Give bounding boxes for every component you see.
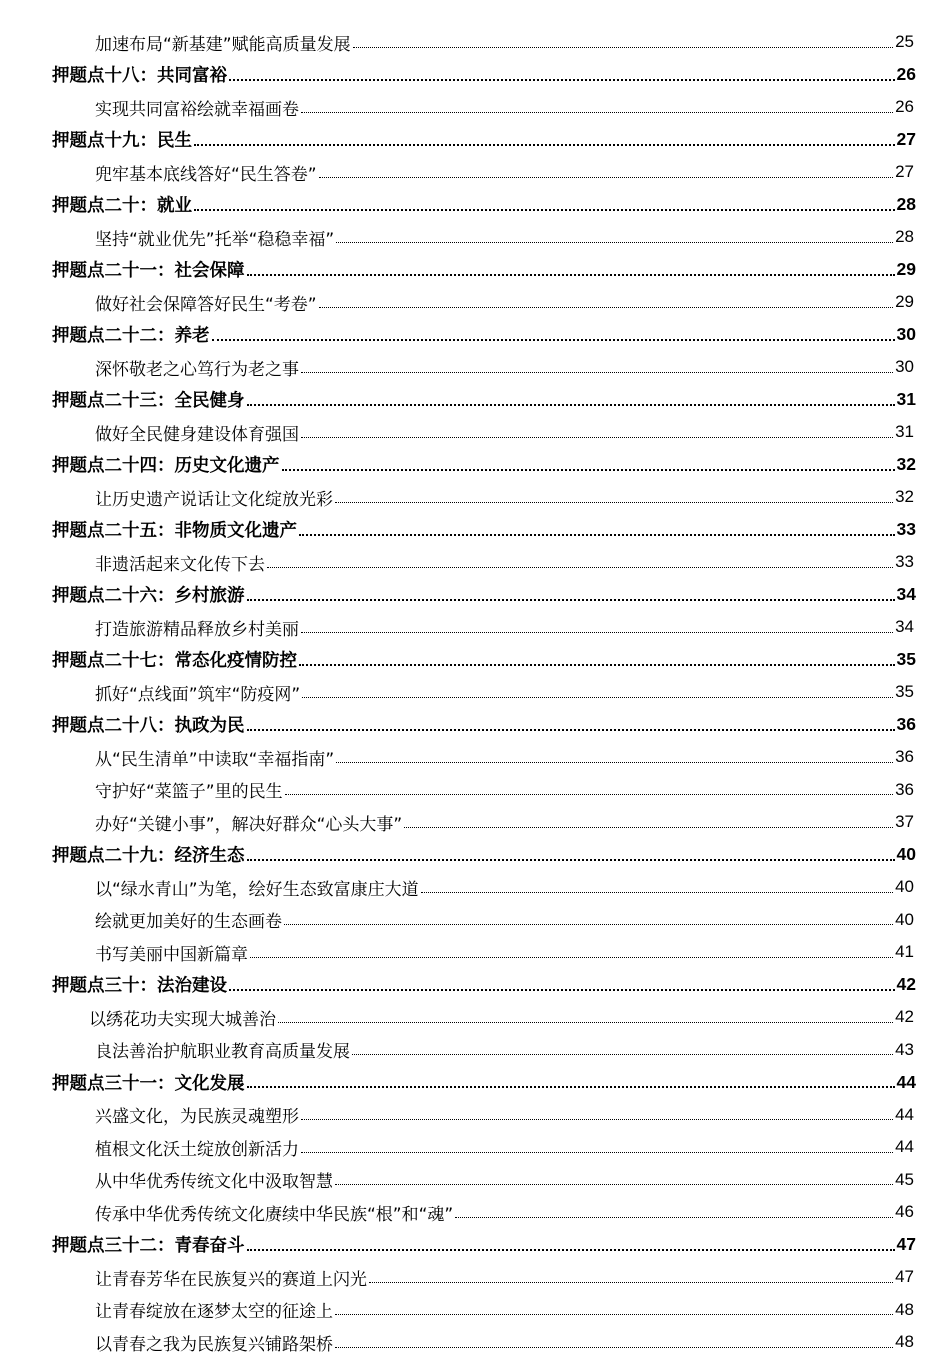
toc-page-number: 31 xyxy=(895,422,914,441)
toc-section-entry[interactable] xyxy=(0,450,945,480)
toc-dot-leader xyxy=(194,209,895,211)
toc-page-number: 31 xyxy=(896,389,916,409)
toc-dot-leader xyxy=(250,957,893,958)
toc-subsection-entry[interactable] xyxy=(0,905,945,935)
toc-subsection-entry[interactable] xyxy=(0,937,945,967)
toc-section-entry[interactable] xyxy=(0,645,945,675)
toc-section-entry[interactable] xyxy=(0,515,945,545)
toc-entry-title: 兜牢基本底线答好“民生答卷” xyxy=(95,164,317,185)
toc-section-entry[interactable] xyxy=(0,125,945,155)
toc-subsection-entry[interactable] xyxy=(0,482,945,512)
toc-entry-title: 押题点二十四：历史文化遗产 xyxy=(52,456,280,476)
toc-page-number: 36 xyxy=(895,747,914,766)
toc-page-number: 40 xyxy=(896,844,916,864)
toc-entry-title: 从中华优秀传统文化中汲取智慧 xyxy=(95,1172,333,1192)
toc-section-entry[interactable] xyxy=(0,385,945,415)
toc-page-number: 27 xyxy=(895,162,914,181)
toc-page-number: 37 xyxy=(895,812,914,831)
toc-dot-leader xyxy=(301,112,893,113)
toc-subsection-entry[interactable] xyxy=(0,1035,945,1065)
toc-entry-title: 押题点二十三：全民健身 xyxy=(52,391,245,411)
toc-dot-leader xyxy=(369,1282,893,1283)
toc-subsection-entry[interactable] xyxy=(0,807,945,837)
toc-dot-leader xyxy=(455,1217,893,1218)
toc-subsection-entry[interactable] xyxy=(0,1002,945,1032)
toc-dot-leader xyxy=(352,1054,893,1055)
toc-dot-leader xyxy=(301,632,893,633)
toc-page-number: 25 xyxy=(895,32,914,51)
toc-entry-title: 押题点三十二：青春奋斗 xyxy=(52,1236,245,1256)
toc-dot-leader xyxy=(247,859,895,861)
toc-subsection-entry[interactable] xyxy=(0,1165,945,1195)
toc-page-number: 44 xyxy=(896,1071,916,1092)
toc-page-number: 32 xyxy=(895,487,914,506)
toc-page-number: 28 xyxy=(896,194,916,214)
toc-page-number: 46 xyxy=(895,1202,914,1221)
toc-page-number: 34 xyxy=(896,584,916,604)
toc-page-number: 36 xyxy=(895,779,914,799)
toc-page-number: 29 xyxy=(895,292,914,311)
toc-section-entry[interactable] xyxy=(0,320,945,350)
toc-page-number: 44 xyxy=(895,1137,914,1156)
toc-entry-title: 做好全民健身建设体育强国 xyxy=(95,424,299,445)
toc-entry-title: 加速布局“新基建”赋能高质量发展 xyxy=(95,34,351,55)
toc-dot-leader xyxy=(404,827,893,828)
toc-entry-title: 非遗活起来文化传下去 xyxy=(95,554,265,575)
toc-subsection-entry[interactable] xyxy=(0,222,945,252)
toc-section-entry[interactable] xyxy=(0,840,945,870)
toc-page-number: 30 xyxy=(896,324,916,344)
toc-entry-title: 押题点二十：就业 xyxy=(52,196,192,216)
toc-entry-title: 守护好“菜篮子”里的民生 xyxy=(95,782,283,802)
toc-entry-title: 良法善治护航职业教育高质量发展 xyxy=(95,1042,350,1062)
toc-entry-title: 以绣花功夫实现大城善治 xyxy=(89,1009,276,1030)
toc-dot-leader xyxy=(319,177,893,178)
toc-dot-leader xyxy=(299,534,895,536)
toc-page-number: 33 xyxy=(896,519,916,539)
toc-subsection-entry[interactable] xyxy=(0,417,945,447)
toc-subsection-entry[interactable] xyxy=(0,1100,945,1130)
toc-entry-title: 从“民生清单”中读取“幸福指南” xyxy=(95,749,335,770)
toc-dot-leader xyxy=(247,599,895,601)
toc-entry-title: 绘就更加美好的生态画卷 xyxy=(95,912,282,932)
toc-entry-title: 植根文化沃土绽放创新活力 xyxy=(95,1139,299,1160)
toc-dot-leader xyxy=(301,1152,893,1153)
toc-entry-title: 以青春之我为民族复兴铺路架桥 xyxy=(95,1334,333,1355)
toc-dot-leader xyxy=(247,1249,895,1251)
toc-dot-leader xyxy=(301,437,893,438)
toc-section-entry[interactable] xyxy=(0,710,945,740)
toc-subsection-entry[interactable] xyxy=(0,742,945,772)
toc-entry-title: 押题点十九：民生 xyxy=(52,131,192,151)
toc-subsection-entry[interactable] xyxy=(0,677,945,707)
toc-entry-title: 押题点二十五：非物质文化遗产 xyxy=(52,521,297,541)
toc-subsection-entry[interactable] xyxy=(0,612,945,642)
toc-entry-title: 做好社会保障答好民生“考卷” xyxy=(95,294,317,315)
toc-subsection-entry[interactable] xyxy=(0,1327,945,1357)
toc-subsection-entry[interactable] xyxy=(0,1262,945,1292)
toc-entry-title: 书写美丽中国新篇章 xyxy=(95,944,248,965)
toc-dot-leader xyxy=(336,242,893,243)
toc-subsection-entry[interactable] xyxy=(0,287,945,317)
toc-dot-leader xyxy=(421,892,893,893)
toc-page-number: 34 xyxy=(895,617,914,636)
toc-page-number: 40 xyxy=(895,909,914,929)
toc-subsection-entry[interactable] xyxy=(0,1295,945,1325)
toc-subsection-entry[interactable] xyxy=(0,1197,945,1227)
toc-page-number: 42 xyxy=(896,974,916,994)
toc-entry-title: 让青春芳华在民族复兴的赛道上闪光 xyxy=(95,1269,367,1290)
toc-dot-leader xyxy=(247,404,895,406)
toc-subsection-entry[interactable] xyxy=(0,27,945,57)
toc-entry-title: 押题点二十六：乡村旅游 xyxy=(52,586,245,606)
toc-subsection-entry[interactable] xyxy=(0,352,945,382)
toc-dot-leader xyxy=(285,794,893,795)
toc-page-number: 35 xyxy=(896,649,916,669)
toc-entry-title: 押题点二十七：常态化疫情防控 xyxy=(52,651,297,671)
toc-dot-leader xyxy=(301,372,893,373)
toc-entry-title: 押题点十八：共同富裕 xyxy=(52,66,227,86)
toc-entry-title: 深怀敬老之心笃行为老之事 xyxy=(95,359,299,380)
toc-dot-leader xyxy=(335,1347,893,1348)
toc-dot-leader xyxy=(229,79,895,81)
toc-dot-leader xyxy=(319,307,893,308)
toc-entry-title: 押题点三十：法治建设 xyxy=(52,976,227,996)
toc-entry-title: 押题点三十一：文化发展 xyxy=(52,1073,245,1094)
toc-dot-leader xyxy=(247,1086,895,1088)
toc-entry-title: 打造旅游精品释放乡村美丽 xyxy=(95,619,299,640)
toc-dot-leader xyxy=(336,762,893,763)
toc-entry-title: 传承中华优秀传统文化赓续中华民族“根”和“魂” xyxy=(95,1204,454,1225)
toc-entry-title: 坚持“就业优先”托举“稳稳幸福” xyxy=(95,229,335,250)
toc-section-entry[interactable] xyxy=(0,60,945,90)
toc-page-number: 44 xyxy=(895,1104,914,1124)
toc-dot-leader xyxy=(247,274,895,276)
toc-section-entry[interactable] xyxy=(0,190,945,220)
toc-dot-leader xyxy=(267,567,893,568)
toc-page-number: 28 xyxy=(895,227,914,246)
toc-dot-leader xyxy=(299,664,895,666)
toc-page-number: 45 xyxy=(895,1169,914,1189)
toc-entry-title: 押题点二十八：执政为民 xyxy=(52,716,245,736)
toc-page-number: 40 xyxy=(895,877,914,896)
toc-page-number: 47 xyxy=(896,1234,916,1254)
toc-section-entry[interactable] xyxy=(0,1230,945,1260)
toc-section-entry[interactable] xyxy=(0,1067,945,1097)
toc-dot-leader xyxy=(335,1314,893,1315)
toc-page-number: 33 xyxy=(895,552,914,571)
toc-page-number: 48 xyxy=(895,1332,914,1351)
toc-entry-title: 押题点二十九：经济生态 xyxy=(52,846,245,866)
toc-page-number: 47 xyxy=(895,1267,914,1286)
toc-page-number: 26 xyxy=(895,97,914,116)
toc-dot-leader xyxy=(194,144,895,146)
toc-subsection-entry[interactable] xyxy=(0,1132,945,1162)
toc-dot-leader xyxy=(353,47,893,48)
toc-dot-leader xyxy=(212,339,895,341)
toc-entry-title: 押题点二十二：养老 xyxy=(52,326,210,346)
toc-entry-title: 让青春绽放在逐梦太空的征途上 xyxy=(95,1302,333,1322)
toc-page-number: 29 xyxy=(896,259,916,279)
toc-page-number: 48 xyxy=(895,1299,914,1319)
toc-entry-title: 押题点二十一：社会保障 xyxy=(52,261,245,281)
toc-subsection-entry[interactable] xyxy=(0,547,945,577)
toc-dot-leader xyxy=(301,1119,893,1120)
toc-section-entry[interactable] xyxy=(0,970,945,1000)
toc-section-entry[interactable] xyxy=(0,255,945,285)
toc-dot-leader xyxy=(284,924,893,925)
toc-entry-title: 办好“关键小事”，解决好群众“心头大事” xyxy=(95,814,403,835)
toc-page-number: 26 xyxy=(896,64,916,84)
toc-page-number: 43 xyxy=(895,1039,914,1059)
toc-dot-leader xyxy=(302,697,893,698)
toc-page-number: 36 xyxy=(896,714,916,734)
toc-entry-title: 实现共同富裕绘就幸福画卷 xyxy=(95,99,299,120)
toc-page-number: 35 xyxy=(895,682,914,701)
toc-dot-leader xyxy=(278,1022,893,1023)
toc-subsection-entry[interactable] xyxy=(0,92,945,122)
toc-dot-leader xyxy=(335,502,893,503)
toc-page-number: 27 xyxy=(896,129,916,149)
toc-entry-title: 以“绿水青山”为笔，绘好生态致富康庄大道 xyxy=(95,879,419,900)
toc-dot-leader xyxy=(335,1184,893,1185)
toc-entry-title: 让历史遗产说话让文化绽放光彩 xyxy=(95,489,333,510)
toc-subsection-entry[interactable] xyxy=(0,872,945,902)
toc-subsection-entry[interactable] xyxy=(0,775,945,805)
toc-entry-title: 抓好“点线面”筑牢“防疫网” xyxy=(95,684,301,705)
toc-subsection-entry[interactable] xyxy=(0,157,945,187)
toc-section-entry[interactable] xyxy=(0,580,945,610)
toc-page-number: 30 xyxy=(895,357,914,376)
toc-page-number: 32 xyxy=(896,454,916,474)
toc-page-number: 41 xyxy=(895,942,914,961)
toc-dot-leader xyxy=(229,989,895,991)
toc-dot-leader xyxy=(247,729,895,731)
toc-page-number: 42 xyxy=(895,1007,914,1026)
toc-dot-leader xyxy=(282,469,895,471)
toc-entry-title: 兴盛文化，为民族灵魂塑形 xyxy=(95,1107,299,1127)
